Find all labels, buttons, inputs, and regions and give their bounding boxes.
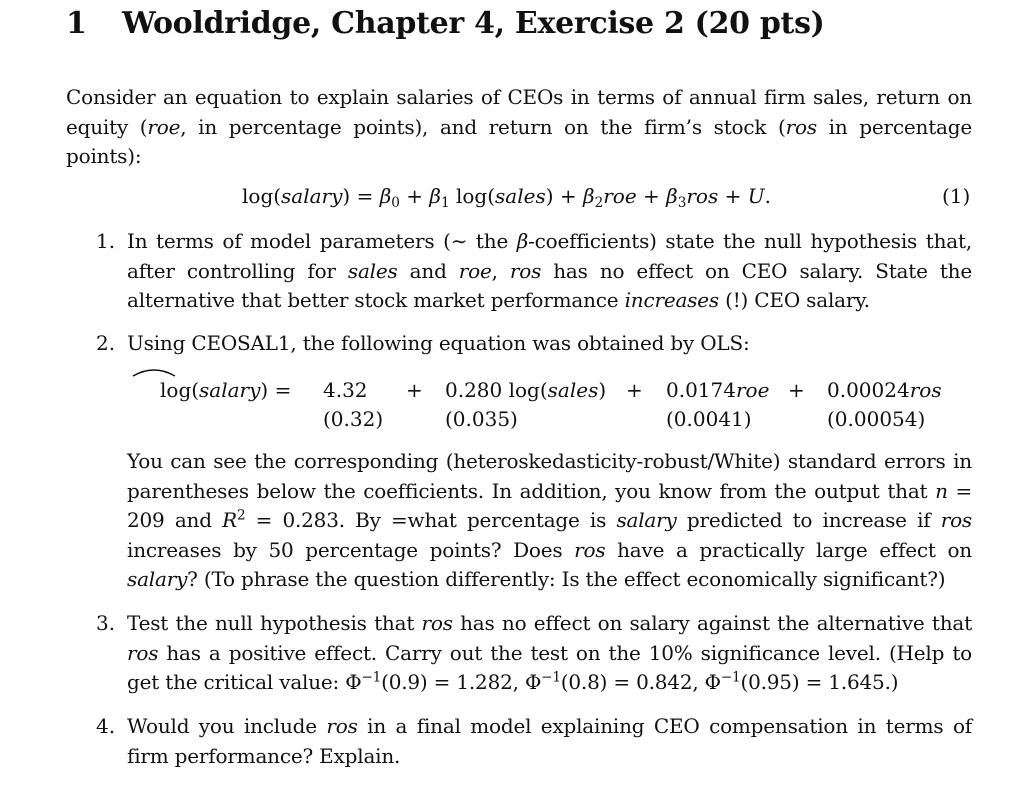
var-ros: ros [940, 508, 972, 532]
var-roe: roe [735, 378, 770, 402]
intro-paragraph [66, 83, 972, 172]
eq-part: ) = [260, 378, 292, 402]
eq-part: log( [242, 184, 282, 208]
intro-text: , in percentage points), and return on the firm’s stock ( [180, 114, 786, 139]
section-number: 1 [66, 6, 87, 41]
text: In terms of model parameters (∼ the [127, 229, 517, 253]
var-ros: ros [421, 611, 453, 635]
text: Would you include [127, 714, 327, 738]
var-salary: salary [199, 378, 261, 402]
text: in a final model explaining CEO compensation in terms of firm performance? Explain. [127, 714, 972, 768]
text: predicted to increase if [676, 508, 941, 532]
hat-accent [132, 364, 176, 378]
plus-sign: + [788, 378, 805, 402]
question-text [127, 227, 972, 316]
var-roe: roe [458, 258, 492, 283]
se-ros: (0.00054) [827, 407, 926, 431]
text: (0.9) = 1.282, [381, 670, 525, 694]
var-roe: roe [603, 184, 637, 208]
beta-symbol: β [583, 184, 595, 208]
coef-sales [445, 378, 606, 402]
text: has a positive effect. Carry out the test on the 10% significance level. (Help to get the critical value: [127, 640, 972, 694]
eq-part: + [636, 184, 667, 208]
var-sales: sales [547, 378, 599, 402]
question-3 [96, 609, 972, 698]
eq-part: 0.280 log( [445, 378, 548, 402]
var-ros: ros [127, 640, 159, 665]
question-number: 2. [96, 331, 116, 355]
beta-symbol: β [666, 184, 678, 208]
text: increases by 50 percentage points? Does [127, 537, 575, 562]
model-equation [242, 184, 771, 211]
text: have a practically large effect on [605, 537, 972, 562]
var-ros: ros [574, 537, 606, 562]
question-1 [96, 227, 972, 316]
intro-text: in percentage points): [66, 114, 972, 168]
text: ? (To phrase the question differently: Is the effect economically significant?) [187, 567, 946, 591]
text: and [397, 258, 459, 283]
var-ros: ros [686, 184, 719, 208]
var-salary: salary [616, 508, 677, 532]
var-ros: ros [509, 258, 542, 283]
var-roe: roe [147, 114, 181, 139]
eq-part: ) = [342, 184, 380, 208]
var-ros: ros [326, 714, 358, 738]
question-text [127, 609, 972, 698]
question-number: 1. [96, 229, 116, 253]
intro-text: Consider an equation to explain salaries of CEOs in terms of annual firm sales, return on equity ( [66, 85, 972, 139]
var-sales: sales [495, 184, 546, 208]
eq-part: + [718, 184, 748, 208]
plus-sign: + [406, 378, 423, 402]
question-text [127, 447, 972, 595]
equation-number: (1) [942, 184, 971, 208]
subscript: 3 [677, 194, 687, 211]
question-number: 4. [96, 714, 116, 738]
subscript: 2 [594, 194, 604, 211]
question-number: 3. [96, 611, 116, 635]
phi-symbol: Φ [345, 670, 362, 694]
eq-part: . [764, 184, 771, 208]
text: (0.8) = 0.842, [560, 670, 705, 694]
var-salary: salary [281, 184, 343, 208]
text: = 209 and [127, 478, 972, 532]
eq-part: log( [449, 184, 496, 208]
emphasis: increases [624, 288, 719, 312]
subscript: 1 [440, 194, 450, 211]
se-roe: (0.0041) [666, 407, 752, 431]
plus-sign: + [626, 378, 643, 402]
var-error: U [747, 184, 765, 208]
var-salary: salary [127, 567, 188, 591]
estimated-lhs [160, 378, 291, 402]
se-intercept: (0.32) [323, 407, 384, 431]
var-sales: sales [347, 258, 398, 283]
superscript: −1 [541, 669, 561, 686]
text: (!) CEO salary. [718, 288, 870, 312]
section-heading [66, 6, 825, 41]
section-title: Wooldridge, Chapter 4, Exercise 2 (20 pts) [122, 6, 825, 41]
coef-roe [666, 378, 769, 402]
beta-symbol: β [379, 184, 392, 208]
text: , [491, 258, 510, 283]
eq-part: 0.0174 [666, 378, 736, 402]
eq-part: 0.00024 [827, 378, 910, 402]
phi-symbol: Φ [524, 670, 542, 694]
question-text: Using CEOSAL1, the following equation was obtained by OLS: [127, 331, 750, 355]
eq-part: ) + [545, 184, 583, 208]
question-2-body [96, 447, 972, 595]
var-ros: ros [785, 114, 817, 139]
superscript: 2 [236, 507, 246, 524]
question-text [127, 712, 972, 771]
subscript: 0 [391, 194, 400, 211]
text: has no effect on CEO salary. State the alternative that better stock market performance [127, 258, 972, 312]
var-ros: ros [909, 378, 942, 402]
eq-part: ) [598, 378, 607, 402]
question-4 [96, 712, 972, 771]
text: (0.95) = 1.645.) [740, 670, 899, 694]
superscript: −1 [361, 669, 382, 686]
var-n: n [935, 478, 948, 503]
text: You can see the corresponding (heteroskedasticity-robust/White) standard errors in parentheses below the coefficients. In addition, you know from the output that [127, 449, 972, 503]
text: = 0.283. By =what percentage is [245, 508, 617, 532]
text: Test the null hypothesis that [127, 611, 422, 635]
text: has no effect on salary against the alternative that [452, 611, 972, 635]
beta-symbol: β [516, 229, 529, 253]
question-2 [96, 329, 972, 359]
superscript: −1 [720, 669, 741, 686]
text: -coefficients) state the null hypothesis that, after controlling for [127, 229, 972, 283]
var-r: R [222, 508, 237, 532]
beta-symbol: β [429, 184, 441, 208]
eq-part: log( [160, 378, 200, 402]
eq-part: + [399, 184, 430, 208]
coef-ros [827, 378, 942, 402]
coef-intercept: 4.32 [323, 378, 368, 402]
phi-symbol: Φ [704, 670, 721, 694]
se-sales: (0.035) [445, 407, 518, 431]
